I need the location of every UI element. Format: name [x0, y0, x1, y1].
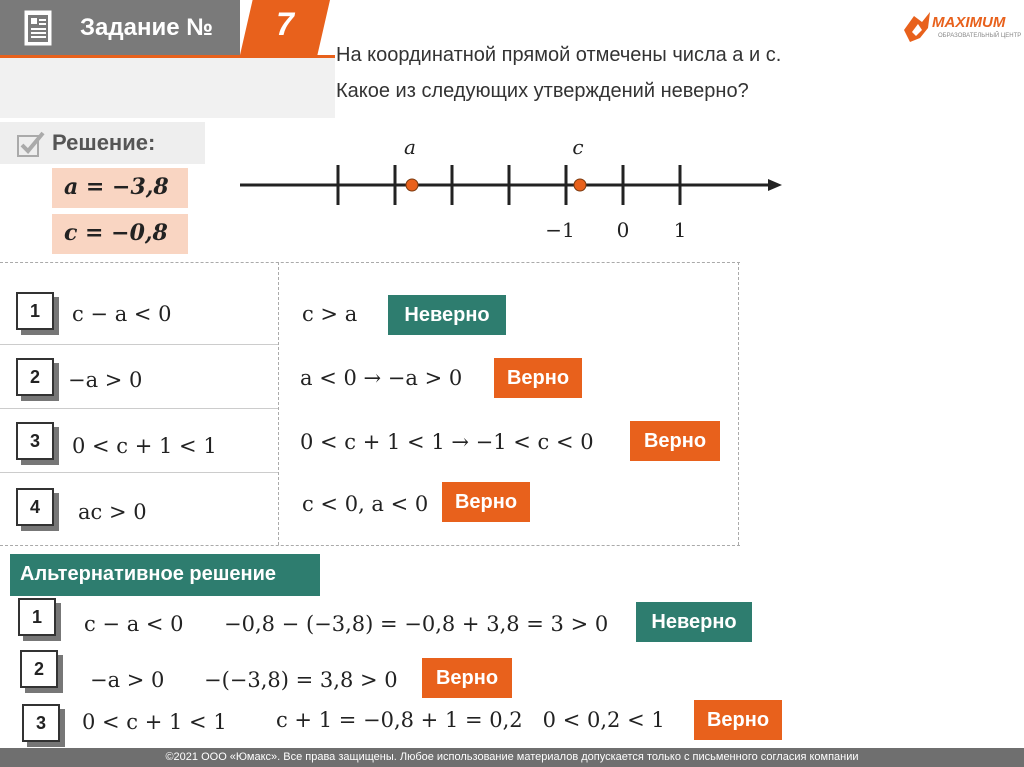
- question-panel: [0, 58, 335, 118]
- alternative-solution-title: Альтернативное решение: [10, 554, 320, 596]
- tick-label-0: 0: [616, 218, 630, 242]
- row-reasoning: c < 0, a < 0: [302, 492, 429, 516]
- row-reasoning: c > a: [302, 302, 358, 326]
- number-line-arrow: [768, 179, 782, 191]
- verdict-right-badge: Верно: [442, 482, 530, 522]
- verdict-right-badge: Верно: [630, 421, 720, 461]
- verdict-right-badge: Верно: [494, 358, 582, 398]
- alt-row-calc: −(−3,8) = 3,8 > 0: [204, 668, 398, 692]
- table-border-bottom: [0, 545, 740, 546]
- point-a-label: a: [404, 135, 416, 159]
- task-label: Задание №: [80, 14, 213, 41]
- row-number-badge: 4: [16, 488, 54, 526]
- column-divider: [278, 262, 279, 545]
- checkbox-check-icon: [16, 130, 46, 158]
- point-c: [574, 179, 586, 191]
- footer-copyright: ©2021 ООО «Юмакс». Все права защищены. Любое использование материалов допускается только с письменного согласия компании: [0, 748, 1024, 767]
- question-line-2: Какое из следующих утверждений неверно?: [336, 80, 749, 102]
- question-line-1: На координатной прямой отмечены числа a и c.: [336, 44, 782, 66]
- table-border-right: [738, 262, 739, 545]
- verdict-wrong-badge: Неверно: [388, 295, 506, 335]
- row-reasoning: a < 0 → −a > 0: [300, 366, 463, 390]
- alt-row-number-badge: 2: [20, 650, 58, 688]
- row-number-badge: 3: [16, 422, 54, 460]
- logo-subtitle: ОБРАЗОВАТЕЛЬНЫЙ ЦЕНТР: [938, 33, 1022, 39]
- verdict-right-badge: Верно: [422, 658, 512, 698]
- row-statement: c − a < 0: [72, 302, 172, 326]
- a-value: a = −3,8: [52, 168, 188, 208]
- tick-label-minus-1: −1: [545, 218, 575, 242]
- row-number-badge: 1: [16, 292, 54, 330]
- alt-row-statement: 0 < c + 1 < 1: [82, 710, 227, 734]
- solution-title: Решение:: [52, 130, 156, 155]
- c-value: c = −0,8: [52, 214, 188, 254]
- row-divider: [0, 408, 278, 409]
- row-number-badge: 2: [16, 358, 54, 396]
- verdict-right-badge: Верно: [694, 700, 782, 740]
- point-c-label: c: [572, 135, 584, 159]
- alt-row-statement: −a > 0: [90, 668, 165, 692]
- row-statement: 0 < c + 1 < 1: [72, 434, 217, 458]
- row-statement: ac > 0: [78, 500, 147, 524]
- document-icon: [22, 8, 56, 48]
- point-a: [406, 179, 418, 191]
- tick-label-1: 1: [673, 218, 687, 242]
- task-number: 7: [276, 6, 294, 42]
- alt-row-calc: −0,8 − (−3,8) = −0,8 + 3,8 = 3 > 0: [224, 612, 609, 636]
- alt-row-number-badge: 1: [18, 598, 56, 636]
- verdict-wrong-badge: Неверно: [636, 602, 752, 642]
- row-divider: [0, 472, 278, 473]
- row-statement: −a > 0: [68, 368, 143, 392]
- logo-text: MAXIMUM: [932, 14, 1006, 31]
- alt-row-calc: c + 1 = −0,8 + 1 = 0,2 0 < 0,2 < 1: [276, 708, 665, 732]
- number-line: [230, 130, 800, 250]
- alt-row-number-badge: 3: [22, 704, 60, 742]
- alt-row-statement: c − a < 0: [84, 612, 184, 636]
- row-divider: [0, 344, 278, 345]
- table-border-top: [0, 262, 740, 263]
- row-reasoning: 0 < c + 1 < 1 → −1 < c < 0: [300, 430, 594, 454]
